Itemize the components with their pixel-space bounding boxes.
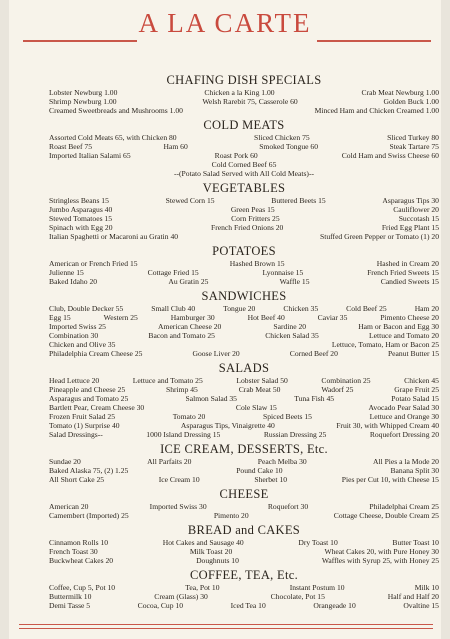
menu-item: Imported Italian Salami 65 — [49, 151, 131, 160]
menu-item: Waffle 15 — [279, 277, 310, 286]
menu-item: Tomato 20 — [172, 412, 206, 421]
section-heading: CHEESE — [219, 487, 269, 501]
menu-item: Western 25 — [103, 313, 138, 322]
menu-item: Ice Cream 10 — [158, 475, 200, 484]
menu-item: Roquefort Dressing 20 — [369, 430, 439, 439]
menu-item: Steak Tartare 75 — [389, 142, 439, 151]
menu-item: All Parfaits 20 — [147, 457, 192, 466]
menu-item: Roast Beef 75 — [49, 142, 93, 151]
menu-item: Asparagus and Tomato 25 — [49, 394, 129, 403]
menu-item: Chicken and Olive 35 — [49, 340, 116, 349]
menu-line — [49, 457, 439, 466]
menu-line — [49, 538, 439, 547]
menu-item: Cottage Cheese, Double Cream 25 — [333, 511, 439, 520]
menu-item: Pimento Cheese 20 — [380, 313, 439, 322]
menu-item: Pimento 20 — [213, 511, 249, 520]
menu-item: Fruit 30, with Whipped Cream 40 — [336, 421, 439, 430]
menu-item: American Cheese 20 — [158, 322, 222, 331]
menu-item: Peach Melba 30 — [257, 457, 307, 466]
menu-item: Butter Toast 10 — [392, 538, 439, 547]
menu-item: Cauliflower 20 — [393, 205, 439, 214]
menu-item: Combination 25 — [321, 376, 371, 385]
menu-item: Philadelphai Cream 25 — [369, 502, 439, 511]
menu-item: Tuna Fish 45 — [294, 394, 335, 403]
menu-line — [49, 88, 439, 97]
menu-item: Cinnamon Rolls 10 — [49, 538, 109, 547]
menu-line — [49, 277, 439, 286]
menu-line — [49, 394, 439, 403]
menu-item: Ham or Bacon and Egg 30 — [358, 322, 439, 331]
menu-item: Corned Beef 20 — [289, 349, 338, 358]
menu-item: Baked Idaho 20 — [49, 277, 98, 286]
menu-item: Stringless Beans 15 — [49, 196, 109, 205]
bottom-rule — [19, 624, 433, 625]
menu-item: Lettuce and Orange 30 — [369, 412, 439, 421]
menu-item: Au Gratin 25 — [168, 277, 209, 286]
menu-item: Hot Beef 40 — [247, 313, 285, 322]
section-heading: VEGETABLES — [202, 181, 286, 195]
menu-item: Sherbet 10 — [254, 475, 288, 484]
section-heading: COFFEE, TEA, Etc. — [190, 568, 298, 582]
menu-item: Salmon Salad 35 — [185, 394, 237, 403]
menu-line — [49, 223, 439, 232]
menu-line — [49, 304, 439, 313]
menu-item: Buckwheat Cakes 20 — [49, 556, 114, 565]
menu-item: American 20 — [49, 502, 89, 511]
bottom-rule — [19, 628, 433, 629]
menu-item: Combination 30 — [49, 331, 99, 340]
menu-line — [49, 556, 439, 565]
menu-item: Sliced Chicken 75 — [254, 133, 310, 142]
menu-line — [49, 331, 439, 340]
menu-item: Minced Ham and Chicken Creamed 1.00 — [314, 106, 439, 115]
menu-line — [49, 547, 439, 556]
menu-item: Pineapple and Cheese 25 — [49, 385, 126, 394]
menu-item: Tongue 20 — [223, 304, 256, 313]
menu-item: Orangeade 10 — [313, 601, 356, 610]
menu-item: Philadelphia Cream Cheese 25 — [49, 349, 143, 358]
menu-line — [49, 205, 439, 214]
menu-line — [49, 466, 439, 475]
menu-item: Cream (Glass) 30 — [154, 592, 208, 601]
menu-line — [49, 133, 439, 142]
menu-item: Ham 20 — [414, 304, 439, 313]
menu-item: Stewed Tomatoes 15 — [49, 214, 113, 223]
menu-item: Crab Meat Newburg 1.00 — [361, 88, 439, 97]
menu-item: Bacon and Tomato 25 — [148, 331, 215, 340]
section-heading: SANDWICHES — [201, 289, 287, 303]
menu-line — [49, 160, 439, 169]
menu-line — [49, 142, 439, 151]
section-heading: COLD MEATS — [203, 118, 285, 132]
menu-item: Shrimp 45 — [166, 385, 198, 394]
menu-item: Crab Meat 50 — [238, 385, 281, 394]
menu-item: Smoked Tongue 60 — [259, 142, 319, 151]
menu-line — [49, 385, 439, 394]
menu-item: Corn Fritters 25 — [231, 214, 280, 223]
menu-item: Waffles with Syrup 25, with Honey 25 — [321, 556, 439, 565]
menu-item: Demi Tasse 5 — [49, 601, 91, 610]
menu-item: Chicken 45 — [404, 376, 439, 385]
menu-line — [49, 421, 439, 430]
menu-line — [49, 322, 439, 331]
menu-item: --(Potato Salad Served with All Cold Meats)-- — [173, 169, 315, 178]
title-rule-left — [23, 40, 137, 42]
menu-item: Russian Dressing 25 — [263, 430, 327, 439]
menu-item: Tomato (1) Surprise 40 — [49, 421, 120, 430]
menu-item: Buttermilk 10 — [49, 592, 92, 601]
menu-item: Cottage Fried 15 — [147, 268, 199, 277]
menu-item: Succotash 15 — [398, 214, 439, 223]
menu-item: Hashed in Cream 20 — [376, 259, 439, 268]
menu-item: Bartlett Pear, Cream Cheese 30 — [49, 403, 145, 412]
title-rule-right — [317, 40, 431, 42]
menu-line — [49, 340, 439, 349]
menu-item: Caviar 35 — [317, 313, 348, 322]
menu-line — [49, 349, 439, 358]
section-heading: SALADS — [218, 361, 270, 375]
menu-item: Cocoa, Cup 10 — [137, 601, 184, 610]
menu-item: Roquefort 30 — [267, 502, 309, 511]
menu-item: Potato Salad 15 — [391, 394, 439, 403]
menu-item: Peanut Butter 15 — [387, 349, 439, 358]
menu-line — [49, 196, 439, 205]
menu-item: Banana Split 30 — [390, 466, 439, 475]
menu-item: Golden Buck 1.00 — [383, 97, 439, 106]
menu-line — [49, 232, 439, 241]
menu-line — [49, 511, 439, 520]
section-heading: ICE CREAM, DESSERTS, Etc. — [160, 442, 328, 456]
menu-item: Welsh Rarebit 75, Casserole 60 — [202, 97, 298, 106]
menu-item: Shrimp Newburg 1.00 — [49, 97, 117, 106]
menu-item: Lobster Salad 50 — [236, 376, 288, 385]
menu-item: Lobster Newburg 1.00 — [49, 88, 118, 97]
menu-item: Ovaltine 15 — [403, 601, 439, 610]
menu-item: Fried Egg Plant 15 — [381, 223, 439, 232]
menu-item: Cold Beef 25 — [346, 304, 387, 313]
menu-item: Baked Alaska 75, (2) 1.25 — [49, 466, 129, 475]
menu-item: Assorted Cold Meats 65, with Chicken 80 — [49, 133, 177, 142]
section-heading: CHAFING DISH SPECIALS — [166, 73, 322, 87]
menu-item: Salad Dressings-- — [49, 430, 103, 439]
menu-item: Club, Double Decker 55 — [49, 304, 124, 313]
menu-item: American or French Fried 15 — [49, 259, 138, 268]
menu-item: Dry Toast 10 — [298, 538, 338, 547]
menu-page — [9, 0, 441, 639]
menu-item: Lettuce and Tomato 25 — [132, 376, 203, 385]
menu-line — [49, 169, 439, 178]
menu-item: Chicken Salad 35 — [265, 331, 319, 340]
menu-item: Julienne 15 — [49, 268, 84, 277]
menu-item: Chocolate, Pot 15 — [270, 592, 325, 601]
menu-line — [49, 313, 439, 322]
menu-item: All Pies a la Mode 20 — [372, 457, 439, 466]
menu-item: All Short Cake 25 — [49, 475, 105, 484]
menu-item: Roast Pork 60 — [214, 151, 258, 160]
menu-item: Milk Toast 20 — [189, 547, 233, 556]
section-heading: BREAD and CAKES — [187, 523, 301, 537]
menu-item: Chicken a la King 1.00 — [204, 88, 275, 97]
menu-item: Head Lettuce 20 — [49, 376, 100, 385]
menu-line — [49, 106, 439, 115]
menu-line — [49, 601, 439, 610]
menu-item: Instant Postum 10 — [289, 583, 345, 592]
menu-content — [49, 70, 439, 610]
menu-line — [49, 403, 439, 412]
menu-item: Spiced Beets 15 — [262, 412, 312, 421]
menu-item: Candied Sweets 15 — [380, 277, 439, 286]
menu-item: Italian Spaghetti or Macaroni au Gratin 40 — [49, 232, 179, 241]
menu-item: Buttered Beets 15 — [271, 196, 326, 205]
menu-item: Hamburger 30 — [170, 313, 215, 322]
menu-item: Egg 15 — [49, 313, 71, 322]
menu-item: French Toast 30 — [49, 547, 98, 556]
menu-item: Ham 60 — [163, 142, 188, 151]
menu-item: French Fried Onions 20 — [210, 223, 284, 232]
menu-item: Hashed Brown 15 — [229, 259, 285, 268]
menu-item: 1000 Island Dressing 15 — [146, 430, 221, 439]
menu-item: Wadorf 25 — [321, 385, 354, 394]
section-heading: POTATOES — [212, 244, 276, 258]
menu-item: Half and Half 20 — [387, 592, 439, 601]
menu-item: Lettuce and Tomato 20 — [369, 331, 439, 340]
menu-item: Imported Swiss 30 — [149, 502, 207, 511]
menu-item: Cold Ham and Swiss Cheese 60 — [341, 151, 439, 160]
menu-line — [49, 214, 439, 223]
menu-item: Cold Corned Beef 65 — [211, 160, 277, 169]
menu-line — [49, 475, 439, 484]
menu-line — [49, 259, 439, 268]
menu-line — [49, 412, 439, 421]
menu-line — [49, 592, 439, 601]
menu-item: Coffee, Cup 5, Pot 10 — [49, 583, 116, 592]
menu-title: A LA CARTE — [138, 8, 312, 38]
menu-item: Stuffed Green Pepper or Tomato (1) 20 — [320, 232, 439, 241]
menu-item: Grape Fruit 25 — [394, 385, 439, 394]
menu-item: Sardine 20 — [273, 322, 307, 331]
menu-item: Chicken 35 — [283, 304, 319, 313]
menu-item: Iced Tea 10 — [230, 601, 266, 610]
menu-item: Milk 10 — [414, 583, 439, 592]
menu-item: Jumbo Asparagus 40 — [49, 205, 113, 214]
menu-item: Pound Cake 10 — [236, 466, 283, 475]
menu-item: Stewed Corn 15 — [165, 196, 215, 205]
menu-item: Green Peas 15 — [230, 205, 275, 214]
menu-item: Spinach with Egg 20 — [49, 223, 113, 232]
menu-item: Imported Swiss 25 — [49, 322, 106, 331]
menu-line — [49, 502, 439, 511]
menu-item: Sundae 20 — [49, 457, 81, 466]
menu-line — [49, 151, 439, 160]
menu-item: Pies per Cut 10, with Cheese 15 — [341, 475, 439, 484]
menu-line — [49, 583, 439, 592]
menu-item: Creamed Sweetbreads and Mushrooms 1.00 — [49, 106, 183, 115]
menu-item: Asparagus Tips, Vinaigrette 40 — [180, 421, 275, 430]
menu-item: Cole Slaw 15 — [235, 403, 277, 412]
menu-line — [49, 268, 439, 277]
menu-item: Wheat Cakes 20, with Pure Honey 30 — [324, 547, 439, 556]
menu-item: Lyonnaise 15 — [262, 268, 304, 277]
menu-item: Asparagus Tips 30 — [382, 196, 439, 205]
menu-item: Avocado Pear Salad 30 — [368, 403, 439, 412]
menu-item: Small Club 40 — [151, 304, 196, 313]
menu-line — [49, 376, 439, 385]
menu-item: Hot Cakes and Sausage 40 — [162, 538, 244, 547]
menu-item: Frozen Fruit Salad 25 — [49, 412, 116, 421]
menu-item: Sliced Turkey 80 — [387, 133, 439, 142]
menu-item: Goose Liver 20 — [192, 349, 240, 358]
menu-item: Tea, Pot 10 — [185, 583, 220, 592]
menu-line — [49, 430, 439, 439]
menu-item: Lettuce, Tomato, Ham or Bacon 25 — [331, 340, 439, 349]
menu-item: Doughnuts 10 — [196, 556, 239, 565]
menu-line — [49, 97, 439, 106]
menu-item: Camembert (Imported) 25 — [49, 511, 129, 520]
menu-item: French Fried Sweets 15 — [367, 268, 439, 277]
